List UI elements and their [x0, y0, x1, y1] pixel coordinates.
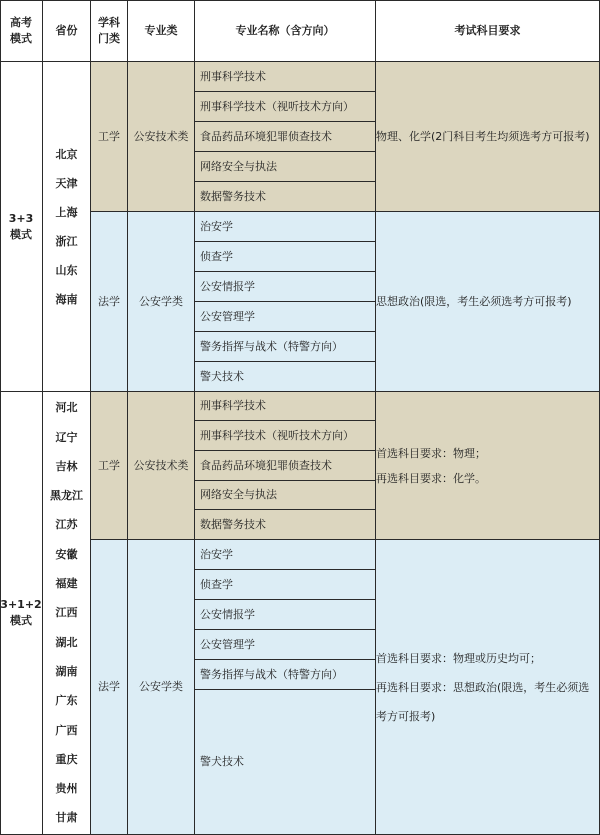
- major-label: 警务指挥与战术（特警方向）: [200, 667, 343, 681]
- major-cell: [195, 242, 376, 272]
- header-discipline-line-2: 门类: [98, 31, 120, 45]
- province-name: 吉林: [55, 459, 78, 473]
- province-name: 天津: [55, 176, 78, 190]
- requirement-cell: [376, 540, 600, 835]
- category-cell: [128, 540, 195, 835]
- major-label: 食品药品环境犯罪侦查技术: [200, 129, 332, 143]
- province-name: 甘肃: [55, 811, 78, 825]
- major-label: 网络安全与执法: [200, 488, 277, 502]
- mode-line-2: 模式: [10, 614, 32, 627]
- major-cell: [195, 62, 376, 92]
- major-label: 食品药品环境犯罪侦查技术: [200, 458, 332, 472]
- requirement-text: 思想政治(限选，考生必须选考方可报考): [376, 294, 572, 308]
- category-label: 公安技术类: [133, 129, 189, 143]
- major-cell: [195, 540, 376, 570]
- header-province-label: 省份: [55, 23, 78, 37]
- major-label: 警犬技术: [200, 369, 244, 383]
- major-cell: [195, 302, 376, 332]
- major-cell: [195, 122, 376, 152]
- province-name: 福建: [55, 577, 78, 591]
- discipline-cell: [91, 540, 128, 835]
- requirement-text: 物理、化学(2门科目考生均须选考方可报考): [376, 129, 590, 143]
- requirement-text: 再选科目要求：化学。: [376, 471, 486, 485]
- major-label: 公安情报学: [200, 607, 255, 621]
- major-label: 刑事科学技术（视听技术方向）: [200, 99, 354, 113]
- major-label: 侦查学: [200, 577, 233, 591]
- province-name: 广东: [55, 694, 78, 708]
- requirement-text: 首选科目要求：物理；: [376, 446, 486, 460]
- major-cell: [195, 212, 376, 242]
- mode-line-2: 模式: [10, 227, 32, 241]
- major-label: 侦查学: [200, 249, 233, 263]
- major-label: 刑事科学技术: [200, 69, 266, 83]
- province-name: 浙江: [55, 234, 78, 248]
- header-category-label: 专业类: [144, 23, 178, 37]
- major-cell: [195, 392, 376, 421]
- header-requirement: [376, 0, 600, 62]
- header-mode-line-2: 模式: [10, 31, 32, 45]
- header-category: [128, 0, 195, 62]
- major-label: 公安管理学: [200, 309, 255, 323]
- major-label: 网络安全与执法: [200, 159, 277, 173]
- major-cell: [195, 332, 376, 362]
- province-name: 江西: [55, 606, 78, 620]
- requirement-text: 首选科目要求：物理或历史均可；: [376, 651, 541, 665]
- header-requirement-label: 考试科目要求: [454, 23, 521, 37]
- major-label: 治安学: [200, 219, 233, 233]
- province-name: 黑龙江: [50, 489, 83, 503]
- major-cell: [195, 510, 376, 540]
- mode-line-1: 3+1+2: [0, 598, 42, 612]
- province-name: 河北: [55, 401, 78, 415]
- group-mode-3-1-2: [0, 392, 43, 835]
- province-name: 广西: [55, 723, 78, 737]
- discipline-cell: [91, 392, 128, 540]
- category-cell: [128, 392, 195, 540]
- category-label: 公安技术类: [133, 458, 189, 472]
- requirement-text: 再选科目要求：思想政治(限选，考生必须选: [376, 680, 590, 694]
- category-cell: [128, 62, 195, 212]
- header-major: [195, 0, 376, 62]
- major-cell: [195, 421, 376, 451]
- requirement-cell: [376, 392, 600, 540]
- province-name: 重庆: [55, 752, 78, 766]
- major-cell: [195, 182, 376, 212]
- province-name: 湖北: [55, 635, 78, 649]
- province-name: 海南: [55, 292, 78, 306]
- mode-line-1: 3+3: [8, 211, 34, 225]
- major-cell: [195, 600, 376, 630]
- province-name: 江苏: [55, 518, 78, 532]
- major-cell: [195, 152, 376, 182]
- major-cell: [195, 451, 376, 481]
- major-label: 治安学: [200, 547, 233, 561]
- header-major-label: 专业名称（含方向）: [235, 23, 335, 37]
- major-cell: [195, 362, 376, 392]
- discipline-label: 工学: [98, 458, 120, 472]
- major-label: 刑事科学技术: [200, 399, 266, 413]
- province-name: 湖南: [55, 664, 78, 678]
- requirement-cell: [376, 212, 600, 392]
- requirement-cell: [376, 62, 600, 212]
- header-discipline: [91, 0, 128, 62]
- province-name: 贵州: [55, 782, 78, 796]
- discipline-cell: [91, 62, 128, 212]
- header-province: [43, 0, 91, 62]
- major-label: 公安管理学: [200, 637, 255, 651]
- major-cell: [195, 481, 376, 510]
- discipline-label: 工学: [98, 129, 120, 143]
- group-mode-3-3: [0, 62, 43, 392]
- major-label: 公安情报学: [200, 279, 255, 293]
- major-cell: [195, 92, 376, 122]
- category-label: 公安学类: [139, 294, 183, 308]
- discipline-cell: [91, 212, 128, 392]
- major-label: 数据警务技术: [200, 189, 266, 203]
- category-cell: [128, 212, 195, 392]
- header-discipline-line-1: 学科: [98, 15, 120, 29]
- major-cell: [195, 660, 376, 690]
- header-mode: [0, 0, 43, 62]
- group-provinces-3-3: [43, 62, 91, 392]
- discipline-label: 法学: [98, 680, 120, 694]
- category-label: 公安学类: [139, 680, 183, 694]
- province-name: 安徽: [55, 547, 78, 561]
- province-name: 山东: [55, 263, 78, 277]
- major-label: 数据警务技术: [200, 517, 266, 531]
- province-name: 北京: [55, 147, 78, 161]
- province-name: 辽宁: [55, 430, 78, 444]
- major-label: 刑事科学技术（视听技术方向）: [200, 428, 354, 442]
- major-cell: [195, 690, 376, 835]
- major-label: 警务指挥与战术（特警方向）: [200, 339, 343, 353]
- requirement-text: 考方可报考): [376, 709, 436, 723]
- major-cell: [195, 630, 376, 660]
- major-cell: [195, 272, 376, 302]
- group-provinces-3-1-2: [43, 392, 91, 835]
- province-name: 上海: [55, 205, 78, 219]
- discipline-label: 法学: [98, 294, 120, 308]
- major-cell: [195, 570, 376, 600]
- major-label: 警犬技术: [200, 755, 244, 769]
- header-mode-line-1: 高考: [10, 15, 32, 29]
